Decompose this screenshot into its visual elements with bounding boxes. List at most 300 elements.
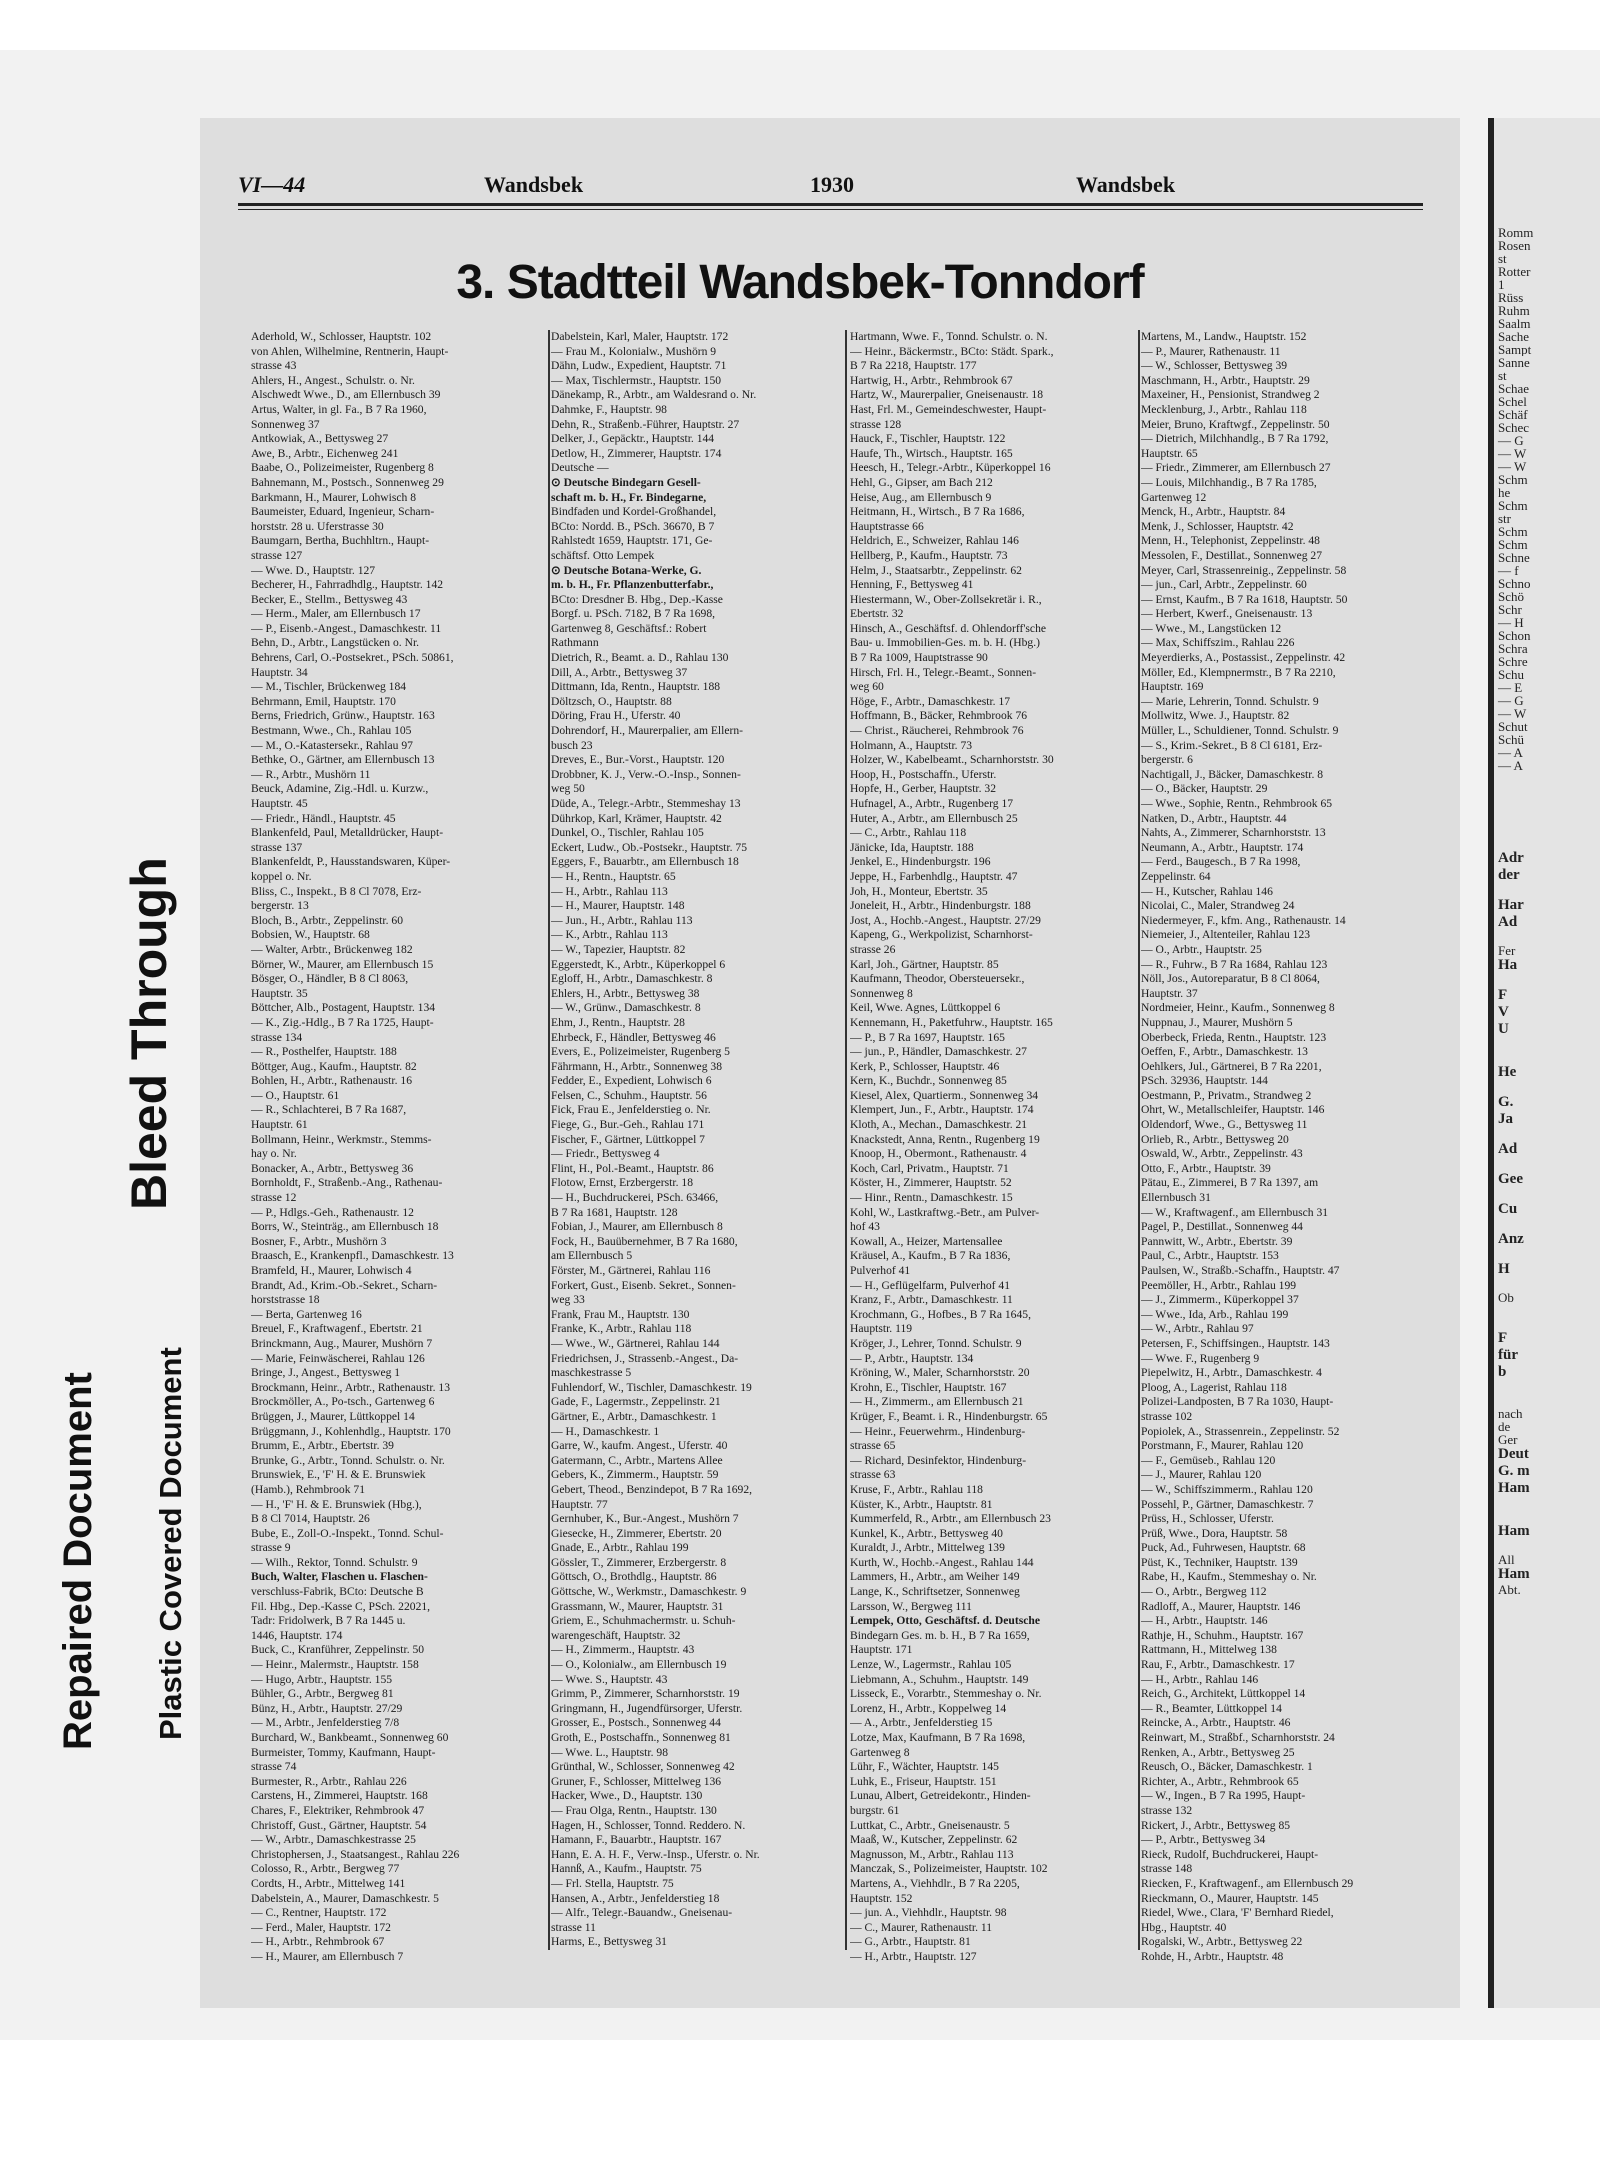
sliver-line: b: [1498, 1364, 1507, 1380]
directory-entry: Bringe, J., Angest., Bettysweg 1: [251, 1366, 401, 1380]
directory-entry: Meyerdierks, A., Postassist., Zeppelinstr. 42: [1141, 651, 1346, 665]
column-divider: [548, 330, 550, 1950]
directory-entry: — W., Schiffszimmerm., Rahlau 120: [1141, 1482, 1313, 1496]
directory-entry: Beuck, Adamine, Zig.-Hdl. u. Kurzw.,: [251, 782, 429, 796]
directory-entry: B 7 Ra 2218, Hauptstr. 177: [850, 359, 977, 373]
directory-entry: Paul, C., Arbtr., Hauptstr. 153: [1141, 1249, 1279, 1263]
directory-entry: Bösger, O., Händler, B 8 Cl 8063,: [251, 972, 409, 986]
sliver-line: [1494, 1248, 1600, 1261]
directory-entry: — M., O.-Katastersekr., Rahlau 97: [251, 738, 413, 752]
directory-entry: — Ferd., Baugesch., B 7 Ra 1998,: [1141, 855, 1301, 869]
directory-entry: ⊙ Deutsche Botana-Werke, G.: [551, 563, 702, 577]
directory-entry: Kröning, W., Maler, Scharnhorststr. 20: [850, 1366, 1030, 1380]
directory-entry: Burmester, R., Arbtr., Rahlau 226: [251, 1774, 407, 1788]
sliver-line: [1494, 884, 1600, 897]
directory-entry: Antkowiak, A., Bettysweg 27: [251, 432, 389, 446]
sliver-line: — W: [1498, 707, 1527, 720]
directory-entry: Brockmöller, A., Po-tsch., Gartenweg 6: [251, 1395, 435, 1409]
directory-entry: Helm, J., Staatsarbtr., Zeppelinstr. 62: [850, 563, 1022, 577]
directory-entry: Chares, F., Elektriker, Rehmbrook 47: [251, 1803, 425, 1817]
directory-entry: Reich, G., Architekt, Lüttkoppel 14: [1141, 1687, 1306, 1701]
directory-entry: BCto: Dresdner B. Hbg., Dep.-Kasse: [551, 592, 723, 606]
directory-entry: Larsson, W., Bergweg 111: [850, 1599, 972, 1613]
directory-entry: — Alfr., Telegr.-Bauandw., Gneisenau-: [551, 1906, 733, 1920]
directory-entry: Hauptstr. 37: [1141, 986, 1198, 1000]
sliver-line: Abt.: [1498, 1583, 1521, 1596]
directory-entry: Lempek, Otto, Geschäftsf. d. Deutsche: [850, 1614, 1040, 1628]
sliver-line: Ham: [1498, 1566, 1530, 1582]
directory-entry: Richter, A., Arbtr., Rehmbrook 65: [1141, 1774, 1299, 1788]
sliver-line: V: [1498, 1004, 1509, 1020]
directory-entry: Kräusel, A., Kaufm., B 7 Ra 1836,: [850, 1249, 1011, 1263]
directory-entry: Buch, Walter, Flaschen u. Flaschen-: [251, 1570, 428, 1584]
directory-entry: strasse 148: [1141, 1862, 1193, 1876]
header-left-title: Wandsbek: [484, 172, 584, 197]
directory-entry: Gnade, E., Arbtr., Rahlau 199: [551, 1541, 689, 1555]
sliver-line: U: [1498, 1021, 1509, 1037]
directory-entry: Börner, W., Maurer, am Ellernbusch 15: [251, 957, 434, 971]
section-title: 3. Stadtteil Wandsbek-Tonndorf: [456, 256, 1144, 309]
directory-entry: Krochmann, G., Hofbes., B 7 Ra 1645,: [850, 1307, 1031, 1321]
directory-entry: Kapeng, G., Werkpolizist, Scharnhorst-: [850, 928, 1033, 942]
directory-entry: Oehlkers, Jul., Gärtnerei, B 7 Ra 2201,: [1141, 1059, 1322, 1073]
directory-entry: Drobbner, K. J., Verw.-O.-Insp., Sonnen-: [551, 767, 741, 781]
directory-entry: — Hugo, Arbtr., Hauptstr. 155: [251, 1672, 393, 1686]
directory-entry: Klempert, Jun., F., Arbtr., Hauptstr. 174: [850, 1103, 1034, 1117]
directory-entry: — H., Zimmerm., am Ellernbusch 21: [850, 1395, 1024, 1409]
directory-entry: Oberbeck, Frieda, Rentn., Hauptstr. 123: [1141, 1030, 1327, 1044]
directory-entry: Lotze, Max, Kaufmann, B 7 Ra 1698,: [850, 1731, 1026, 1744]
directory-entry: — H., Geflügelfarm, Pulverhof 41: [850, 1278, 1011, 1292]
directory-entry: Groth, E., Postschaffn., Sonnenweg 81: [551, 1731, 731, 1744]
directory-entry: Hellberg, P., Kaufm., Hauptstr. 73: [850, 548, 1008, 562]
directory-entry: Breuel, F., Kraftwagenf., Ebertstr. 21: [251, 1322, 423, 1336]
directory-entry: Bonacker, A., Arbtr., Bettysweg 36: [251, 1161, 414, 1175]
directory-entry: Huter, A., Arbtr., am Ellernbusch 25: [850, 811, 1018, 825]
directory-entry: — Herm., Maler, am Ellernbusch 17: [251, 607, 421, 621]
sliver-line: Schra: [1498, 642, 1528, 655]
directory-entry: Petersen, F., Schiffsingen., Hauptstr. 143: [1141, 1336, 1330, 1350]
directory-entry: Ohrt, W., Metallschleifer, Hauptstr. 146: [1141, 1103, 1325, 1117]
directory-entry: hay o. Nr.: [251, 1147, 297, 1161]
directory-entry: — O., Hauptstr. 61: [251, 1088, 340, 1102]
directory-entry: Grünthal, W., Schlosser, Sonnenweg 42: [551, 1760, 735, 1774]
directory-entry: Meyer, Carl, Strassenreinig., Zeppelinstr. 58: [1141, 563, 1347, 577]
directory-entry: — W., Schlosser, Bettysweg 39: [1141, 359, 1288, 373]
sliver-line: H: [1498, 1261, 1510, 1277]
directory-entry: Krohn, E., Tischler, Hauptstr. 167: [850, 1380, 1007, 1394]
directory-entry: — K., Arbtr., Rahlau 113: [551, 928, 668, 942]
sliver-line: Sanne: [1498, 356, 1530, 369]
directory-entry: Zeppelinstr. 64: [1141, 869, 1211, 883]
directory-entry: strasse 102: [1141, 1409, 1193, 1423]
directory-entry: Brüggen, J., Maurer, Lüttkoppel 14: [251, 1409, 415, 1423]
adjacent-page-text: [1494, 118, 1600, 1596]
sliver-line: Rotter: [1498, 265, 1531, 278]
directory-entry: schäftsf. Otto Lempek: [551, 548, 655, 562]
sliver-line: [1494, 1304, 1600, 1317]
directory-entry: — Richard, Desinfektor, Hindenburg-: [850, 1453, 1027, 1467]
directory-entry: Brockmann, Heinr., Arbtr., Rathenaustr. 13: [251, 1380, 450, 1394]
directory-entry: Baumgarn, Bertha, Buchhltrn., Haupt-: [251, 534, 430, 548]
sliver-line: F: [1498, 987, 1508, 1003]
sliver-line: Deut: [1498, 1446, 1529, 1462]
directory-entry: Kohl, W., Lastkraftwg.-Betr., am Pulver-: [850, 1205, 1040, 1219]
directory-entry: Riecken, F., Kraftwagenf., am Ellernbusch 29: [1141, 1876, 1354, 1890]
directory-entry: Pätau, E., Zimmerei, B 7 Ra 1397, am: [1141, 1176, 1319, 1190]
directory-entry: am Ellernbusch 5: [551, 1249, 633, 1263]
directory-entry: Delker, J., Gepäcktr., Hauptstr. 144: [551, 432, 715, 446]
directory-entry: Dehn, R., Straßenb.-Führer, Hauptstr. 27: [551, 417, 740, 431]
sliver-line: [1494, 1218, 1600, 1231]
directory-entry: — P., Arbtr., Hauptstr. 134: [850, 1351, 974, 1365]
directory-entry: — A., Arbtr., Jenfelderstieg 15: [850, 1716, 993, 1730]
directory-entry: — H., 'F' H. & E. Brunswiek (Hbg.),: [251, 1497, 422, 1511]
directory-entry: Nachtigall, J., Bäcker, Damaschkestr. 8: [1141, 767, 1324, 781]
directory-entry: Dreves, E., Bur.-Vorst., Hauptstr. 120: [551, 753, 725, 767]
directory-entry: Hauptstr. 61: [251, 1118, 308, 1132]
directory-entry: — H., Arbtr., Rahlau 113: [551, 884, 668, 898]
directory-entry: Pagel, P., Destillat., Sonnenweg 44: [1141, 1220, 1303, 1234]
directory-entry: Bühler, G., Arbtr., Bergweg 81: [251, 1687, 394, 1701]
directory-entry: Friedrichsen, J., Strassenb.-Angest., Da-: [551, 1351, 739, 1365]
sliver-line: — A: [1498, 759, 1523, 772]
sliver-line: Schu: [1498, 668, 1524, 681]
header-right-title: Wandsbek: [1076, 172, 1176, 197]
directory-entry: Behn, D., Arbtr., Langstücken o. Nr.: [251, 636, 420, 650]
directory-entry: — R., Arbtr., Mushörn 11: [251, 767, 371, 781]
directory-entry: Hiestermann, W., Ober-Zollsekretär i. R.,: [850, 592, 1042, 606]
directory-entry: Jänicke, Ida, Hauptstr. 188: [850, 840, 974, 854]
directory-entry: Maxeiner, H., Pensionist, Strandweg 2: [1141, 388, 1320, 402]
directory-entry: Köster, H., Zimmerer, Hauptstr. 52: [850, 1176, 1012, 1190]
directory-entry: — Frl. Stella, Hauptstr. 75: [551, 1876, 674, 1890]
directory-entry: Hopfe, H., Gerber, Hauptstr. 32: [850, 782, 997, 796]
sliver-line: Schö: [1498, 590, 1524, 603]
directory-entry: Pannwitt, W., Arbtr., Ebertstr. 39: [1141, 1234, 1293, 1248]
directory-entry: strasse 132: [1141, 1803, 1193, 1817]
sliver-line: [1494, 1188, 1600, 1201]
directory-entry: Ellernbusch 31: [1141, 1191, 1211, 1205]
directory-entry: Döring, Frau H., Uferstr. 40: [551, 709, 681, 723]
directory-entry: Hauptstr. 152: [850, 1891, 913, 1905]
sliver-line: Ha: [1498, 957, 1518, 973]
directory-entry: Dähn, Ludw., Expedient, Hauptstr. 71: [551, 359, 727, 373]
directory-entry: Knackstedt, Anna, Rentn., Rugenberg 19: [850, 1132, 1040, 1146]
directory-entry: Bindegarn Ges. m. b. H., B 7 Ra 1659,: [850, 1628, 1030, 1642]
directory-entry: Barkmann, H., Maurer, Lohwisch 8: [251, 490, 417, 504]
directory-entry: Puck, Ad., Fuhrwesen, Hauptstr. 68: [1141, 1541, 1306, 1555]
directory-entry: Fischer, F., Gärtner, Lüttkoppel 7: [551, 1132, 705, 1146]
directory-entry: — Wwe., M., Langstücken 12: [1141, 621, 1282, 635]
directory-entry: horststr. 28 u. Uferstrasse 30: [251, 519, 384, 533]
directory-entry: Bramfeld, H., Maurer, Lohwisch 4: [251, 1264, 412, 1277]
directory-entry: Bau- u. Immobilien-Ges. m. b. H. (Hbg.): [850, 636, 1040, 650]
directory-entry: Hauptstr. 119: [850, 1322, 913, 1336]
directory-entry: burgstr. 61: [850, 1803, 900, 1817]
directory-entry: Holzer, W., Kabelbeamt., Scharnhorststr. 30: [850, 753, 1054, 767]
sliver-line: [1494, 1158, 1600, 1171]
directory-entry: Colosso, R., Arbtr., Bergweg 77: [251, 1862, 400, 1876]
directory-entry: Jenkel, E., Hindenburgstr. 196: [850, 855, 991, 869]
directory-entry: Küster, K., Arbtr., Hauptstr. 81: [850, 1497, 993, 1511]
directory-entry: Mecklenburg, J., Arbtr., Rahlau 118: [1141, 402, 1307, 416]
directory-entry: Oldendorf, Wwe., G., Bettysweg 11: [1141, 1118, 1308, 1132]
directory-entry: Kummerfeld, R., Arbtr., am Ellernbusch 23: [850, 1512, 1051, 1526]
directory-entry: — Wwe. D., Hauptstr. 127: [251, 563, 376, 577]
directory-entry: Joh, H., Monteur, Ebertstr. 35: [850, 884, 988, 898]
directory-entry: Carstens, H., Zimmerei, Hauptstr. 168: [251, 1789, 428, 1803]
directory-entry: B 7 Ra 1009, Hauptstrasse 90: [850, 651, 988, 665]
directory-entry: Rathmann: [551, 636, 599, 650]
directory-entry: Grosser, E., Postsch., Sonnenweg 44: [551, 1716, 721, 1730]
directory-entry: Hoffmann, B., Bäcker, Rehmbrook 76: [850, 709, 1028, 723]
directory-entry: Bollmann, Heinr., Werkmstr., Stemms-: [251, 1132, 432, 1146]
directory-entry: Menk, J., Schlosser, Hauptstr. 42: [1141, 519, 1294, 533]
header-rule-thick: [238, 203, 1423, 206]
directory-entry: Blankenfeldt, P., Hausstandswaren, Küper-: [251, 855, 451, 869]
directory-entry: — G., Arbtr., Hauptstr. 81: [850, 1935, 971, 1949]
directory-entry: Frank, Frau M., Hauptstr. 130: [551, 1307, 690, 1321]
directory-entry: Garre, W., kaufm. Angest., Uferstr. 40: [551, 1439, 728, 1453]
directory-entry: Hartz, W., Maurerpalier, Gneisenaustr. 18: [850, 388, 1044, 402]
directory-entry: strasse 9: [251, 1541, 291, 1555]
sliver-line: st: [1498, 369, 1507, 382]
directory-entry: Heise, Aug., am Ellernbusch 9: [850, 490, 992, 504]
directory-entry: Nöll, Jos., Autoreparatur, B 8 Cl 8064,: [1141, 972, 1320, 986]
directory-entry: Kerk, P., Schlosser, Hauptstr. 46: [850, 1059, 1000, 1073]
directory-entry: strasse 134: [251, 1030, 303, 1044]
directory-entry: Hauptstr. 35: [251, 986, 308, 1000]
sliver-line: — G: [1498, 694, 1524, 707]
directory-entry: Paulsen, W., Straßb.-Schaffn., Hauptstr. 47: [1141, 1264, 1340, 1277]
directory-entry: Evers, E., Polizeimeister, Rugenberg 5: [551, 1045, 730, 1059]
sliver-line: Cu: [1498, 1201, 1518, 1217]
directory-entry: — P., Maurer, Rathenaustr. 11: [1141, 344, 1281, 358]
directory-entry: Hbg., Hauptstr. 40: [1141, 1920, 1227, 1934]
directory-entry: Gartenweg 12: [1141, 490, 1207, 504]
directory-entry: Maaß, W., Kutscher, Zeppelinstr. 62: [850, 1833, 1018, 1847]
directory-entry: Gebers, K., Zimmerm., Hauptstr. 59: [551, 1468, 719, 1482]
directory-entry: — Friedr., Zimmerer, am Ellernbusch 27: [1141, 461, 1331, 475]
directory-entry: Ploog, A., Lagerist, Rahlau 118: [1141, 1380, 1287, 1394]
directory-entry: BCto: Nordd. B., PSch. 36670, B 7: [551, 519, 715, 533]
directory-entry: Nicolai, C., Maler, Strandweg 24: [1141, 899, 1295, 913]
directory-entry: (Hamb.), Rehmbrook 71: [251, 1482, 365, 1496]
sliver-line: Ad: [1498, 914, 1518, 930]
directory-entry: hof 43: [850, 1220, 880, 1234]
directory-entry: Christophersen, J., Staatsangest., Rahlau 226: [251, 1847, 460, 1861]
directory-entry: — R., Posthelfer, Hauptstr. 188: [251, 1045, 397, 1059]
directory-entry: Hartwig, H., Arbtr., Rehmbrook 67: [850, 373, 1013, 387]
sliver-line: Schm: [1498, 499, 1528, 512]
sliver-line: [1494, 811, 1600, 824]
sliver-line: Schae: [1498, 382, 1530, 395]
directory-entry: Reincke, A., Arbtr., Hauptstr. 46: [1141, 1716, 1291, 1730]
directory-entry: Eckert, Ludw., Ob.-Postsekr., Hauptstr. 75: [551, 840, 747, 854]
directory-entry: Sonnenweg 37: [251, 417, 320, 431]
directory-entry: Kowall, A., Heizer, Martensallee: [850, 1234, 1003, 1248]
directory-entry: — W., Grünw., Damaschkestr. 8: [551, 1001, 701, 1015]
directory-entry: Hinsch, A., Geschäftsf. d. Ohlendorff'sche: [850, 621, 1047, 635]
sliver-line: Schel: [1498, 395, 1527, 408]
directory-entry: Gernhuber, K., Bur.-Angest., Mushörn 7: [551, 1512, 739, 1526]
directory-entry: Giesecke, H., Zimmerer, Ebertstr. 20: [551, 1526, 722, 1540]
directory-entry: — Ferd., Maler, Hauptstr. 172: [251, 1920, 391, 1934]
directory-entry: Nuppnau, J., Maurer, Mushörn 5: [1141, 1015, 1293, 1029]
directory-entry: — Max, Tischlermstr., Hauptstr. 150: [551, 373, 722, 387]
directory-entry: Hauptstr. 77: [551, 1497, 608, 1511]
directory-entry: Rattmann, H., Mittelweg 138: [1141, 1643, 1277, 1657]
directory-entry: B 8 Cl 7014, Hauptstr. 26: [251, 1512, 370, 1526]
sliver-line: [1494, 1510, 1600, 1523]
directory-entry: Kurth, W., Hochb.-Angest., Rahlau 144: [850, 1555, 1034, 1569]
directory-entry: Bethke, O., Gärtner, am Ellernbusch 13: [251, 753, 435, 767]
directory-entry: Hacker, Wwe., D., Hauptstr. 130: [551, 1789, 703, 1803]
sliver-line: [1494, 1381, 1600, 1394]
directory-entry: Böttger, Aug., Kaufm., Hauptstr. 82: [251, 1059, 417, 1073]
directory-entry: Orlieb, R., Arbtr., Bettysweg 20: [1141, 1132, 1289, 1146]
directory-entry: — Herbert, Kwerf., Gneisenaustr. 13: [1141, 607, 1313, 621]
directory-entry: — H., Buchdruckerei, PSch. 63466,: [551, 1191, 719, 1205]
directory-entry: strasse 11: [551, 1920, 596, 1934]
directory-entry: von Ahlen, Wilhelmine, Rentnerin, Haupt-: [251, 344, 449, 358]
sliver-line: Ob: [1498, 1291, 1514, 1304]
directory-entry: Oswald, W., Arbtr., Zeppelinstr. 43: [1141, 1147, 1303, 1161]
directory-entry: — W., Arbtr., Rahlau 97: [1141, 1322, 1254, 1336]
sliver-line: He: [1498, 1064, 1517, 1080]
directory-entry: — Wwe., Sophie, Rentn., Rehmbrook 65: [1141, 797, 1333, 810]
sliver-line: Schne: [1498, 551, 1530, 564]
directory-entry: — Max, Schiffszim., Rahlau 226: [1141, 636, 1295, 650]
directory-entry: — C., Maurer, Rathenaustr. 11: [850, 1920, 993, 1934]
directory-entry: strasse 137: [251, 840, 303, 854]
sliver-line: [1494, 931, 1600, 944]
directory-entry: Hoop, H., Postschaffn., Uferstr.: [850, 767, 997, 781]
directory-entry: strasse 43: [251, 359, 297, 373]
directory-entry: Martens, A., Viehhdlr., B 7 Ra 2205,: [850, 1876, 1020, 1890]
directory-entry: Sonnenweg 8: [850, 986, 913, 1000]
sliver-line: [1494, 785, 1600, 798]
directory-entry: Hauptstr. 65: [1141, 446, 1198, 460]
directory-entry: — Wwe. F., Rugenberg 9: [1141, 1351, 1260, 1365]
directory-entry: strasse 12: [251, 1191, 297, 1205]
directory-entry: Baabe, O., Polizeimeister, Rugenberg 8: [251, 461, 434, 475]
directory-entry: Eggerstedt, K., Arbtr., Küperkoppel 6: [551, 957, 726, 971]
directory-entry: Höge, F., Arbtr., Damaschkestr. 17: [850, 694, 1011, 708]
directory-entry: busch 23: [551, 738, 593, 752]
directory-entry: Gringmann, H., Jugendfürsorger, Uferstr.: [551, 1701, 743, 1715]
directory-entry: Grassmann, W., Maurer, Hauptstr. 31: [551, 1599, 724, 1613]
sliver-line: — A: [1498, 746, 1523, 759]
directory-entry: — M., Arbtr., Jenfelderstieg 7/8: [251, 1716, 400, 1730]
column-divider: [1138, 330, 1140, 1950]
directory-entry: Maschmann, H., Arbtr., Hauptstr. 29: [1141, 373, 1310, 387]
directory-entry: Müller, L., Schuldiener, Tonnd. Schulstr. 9: [1141, 724, 1339, 738]
directory-entry: Rathje, H., Schuhm., Hauptstr. 167: [1141, 1628, 1304, 1642]
directory-entry: Hagen, H., Schlosser, Tonnd. Reddero. N.: [551, 1818, 746, 1832]
directory-entry: Buck, C., Kranführer, Zeppelinstr. 50: [251, 1643, 425, 1657]
directory-entry: Kröger, J., Lehrer, Tonnd. Schulstr. 9: [850, 1336, 1022, 1350]
directory-column-1: [251, 330, 541, 1970]
directory-entry: Cordts, H., Arbtr., Mittelweg 141: [251, 1876, 406, 1890]
directory-entry: Heldrich, E., Schweizer, Rahlau 146: [850, 534, 1019, 548]
directory-entry: Dänekamp, R., Arbtr., am Waldesrand o. Nr.: [551, 388, 757, 402]
directory-entry: Fick, Frau E., Jenfelderstieg o. Nr.: [551, 1103, 711, 1117]
directory-entry: Fiege, G., Bur.-Geh., Rahlau 171: [551, 1118, 705, 1132]
directory-entry: — O., Bäcker, Hauptstr. 29: [1141, 782, 1268, 796]
directory-entry: Hufnagel, A., Arbtr., Rugenberg 17: [850, 797, 1014, 810]
directory-entry: Nordmeier, Heinr., Kaufm., Sonnenweg 8: [1141, 1001, 1335, 1015]
sliver-line: [1494, 1051, 1600, 1064]
directory-entry: Brunswiek, E., 'F' H. & E. Brunswiek: [251, 1468, 426, 1482]
sliver-line: str: [1498, 512, 1511, 525]
directory-entry: Natken, D., Arbtr., Hauptstr. 44: [1141, 811, 1287, 825]
directory-entry: Flint, H., Pol.-Beamt., Hauptstr. 86: [551, 1161, 714, 1175]
directory-entry: Burchard, W., Bankbeamt., Sonnenweg 60: [251, 1731, 449, 1744]
directory-entry: Rickert, J., Arbtr., Bettysweg 85: [1141, 1818, 1291, 1832]
directory-entry: Hauptstr. 169: [1141, 680, 1204, 694]
sliver-line: Ruhm: [1498, 304, 1530, 317]
directory-entry: Eggers, F., Bauarbtr., am Ellernbusch 18: [551, 855, 739, 869]
directory-entry: Artus, Walter, in gl. Fa., B 7 Ra 1960,: [251, 402, 427, 416]
directory-entry: Koch, Carl, Privatm., Hauptstr. 71: [850, 1161, 1009, 1175]
directory-entry: Dittmann, Ida, Rentn., Hauptstr. 188: [551, 680, 721, 694]
sliver-line: [1494, 1278, 1600, 1291]
directory-entry: Rieckmann, O., Maurer, Hauptstr. 145: [1141, 1891, 1319, 1905]
sliver-line: Adr: [1498, 850, 1524, 866]
sliver-line: Gee: [1498, 1171, 1523, 1187]
sliver-line: All: [1498, 1553, 1515, 1566]
sliver-line: G. m: [1498, 1463, 1530, 1479]
sliver-line: de: [1498, 1420, 1511, 1433]
directory-entry: — H., Maurer, Hauptstr. 148: [551, 899, 685, 913]
directory-entry: Christoff, Gust., Gärtner, Hauptstr. 54: [251, 1818, 427, 1832]
directory-entry: strasse 127: [251, 548, 303, 562]
directory-entry: Döltzsch, O., Hauptstr. 88: [551, 694, 672, 708]
sliver-line: Har: [1498, 897, 1524, 913]
directory-entry: Bünz, H., Arbtr., Hauptstr. 27/29: [251, 1701, 403, 1715]
sliver-line: Ger: [1498, 1433, 1518, 1446]
directory-entry: Joneleit, H., Arbtr., Hindenburgstr. 188: [850, 899, 1031, 913]
directory-entry: Fobian, J., Maurer, am Ellernbusch 8: [551, 1220, 723, 1234]
directory-entry: — H., Arbtr., Rahlau 146: [1141, 1672, 1259, 1686]
directory-entry: Göttsche, W., Werkmstr., Damaschkestr. 9: [551, 1585, 747, 1599]
directory-entry: — K., Zig.-Hdlg., B 7 Ra 1725, Haupt-: [251, 1015, 434, 1029]
directory-entry: — W., Kraftwagenf., am Ellernbusch 31: [1141, 1205, 1329, 1219]
sliver-line: Sache: [1498, 330, 1530, 343]
directory-entry: Behrmann, Emil, Hauptstr. 170: [251, 694, 396, 708]
directory-entry: — F., Gemüseb., Rahlau 120: [1141, 1453, 1276, 1467]
directory-entry: — P., B 7 Ra 1697, Hauptstr. 165: [850, 1030, 1005, 1044]
directory-entry: Egloff, H., Arbtr., Damaschkestr. 8: [551, 972, 713, 986]
directory-entry: Niemeier, J., Altenteiler, Rahlau 123: [1141, 928, 1311, 942]
sliver-line: der: [1498, 867, 1520, 883]
directory-entry: Hartmann, Wwe. F., Tonnd. Schulstr. o. N.: [850, 330, 1048, 343]
directory-entry: — Christ., Räucherei, Rehmbrook 76: [850, 724, 1024, 738]
directory-entry: Kern, K., Buchdr., Sonnenweg 85: [850, 1074, 1007, 1088]
directory-entry: Heitmann, H., Wirtsch., B 7 Ra 1686,: [850, 505, 1025, 519]
directory-entry: Brandt, Ad., Krim.-Ob.-Sekret., Scharn-: [251, 1278, 438, 1292]
directory-entry: Hauptstr. 171: [850, 1643, 913, 1657]
directory-entry: Burmeister, Tommy, Kaufmann, Haupt-: [251, 1745, 436, 1759]
sliver-line: Schü: [1498, 733, 1524, 746]
directory-entry: Ahlers, H., Angest., Schulstr. o. Nr.: [251, 373, 415, 387]
sliver-line: [1494, 772, 1600, 785]
directory-entry: Aderhold, W., Schlosser, Hauptstr. 102: [251, 330, 432, 343]
directory-entry: — W., Ingen., B 7 Ra 1995, Haupt-: [1141, 1789, 1306, 1803]
directory-entry: Bliss, C., Inspekt., B 8 Cl 7078, Erz-: [251, 884, 422, 898]
